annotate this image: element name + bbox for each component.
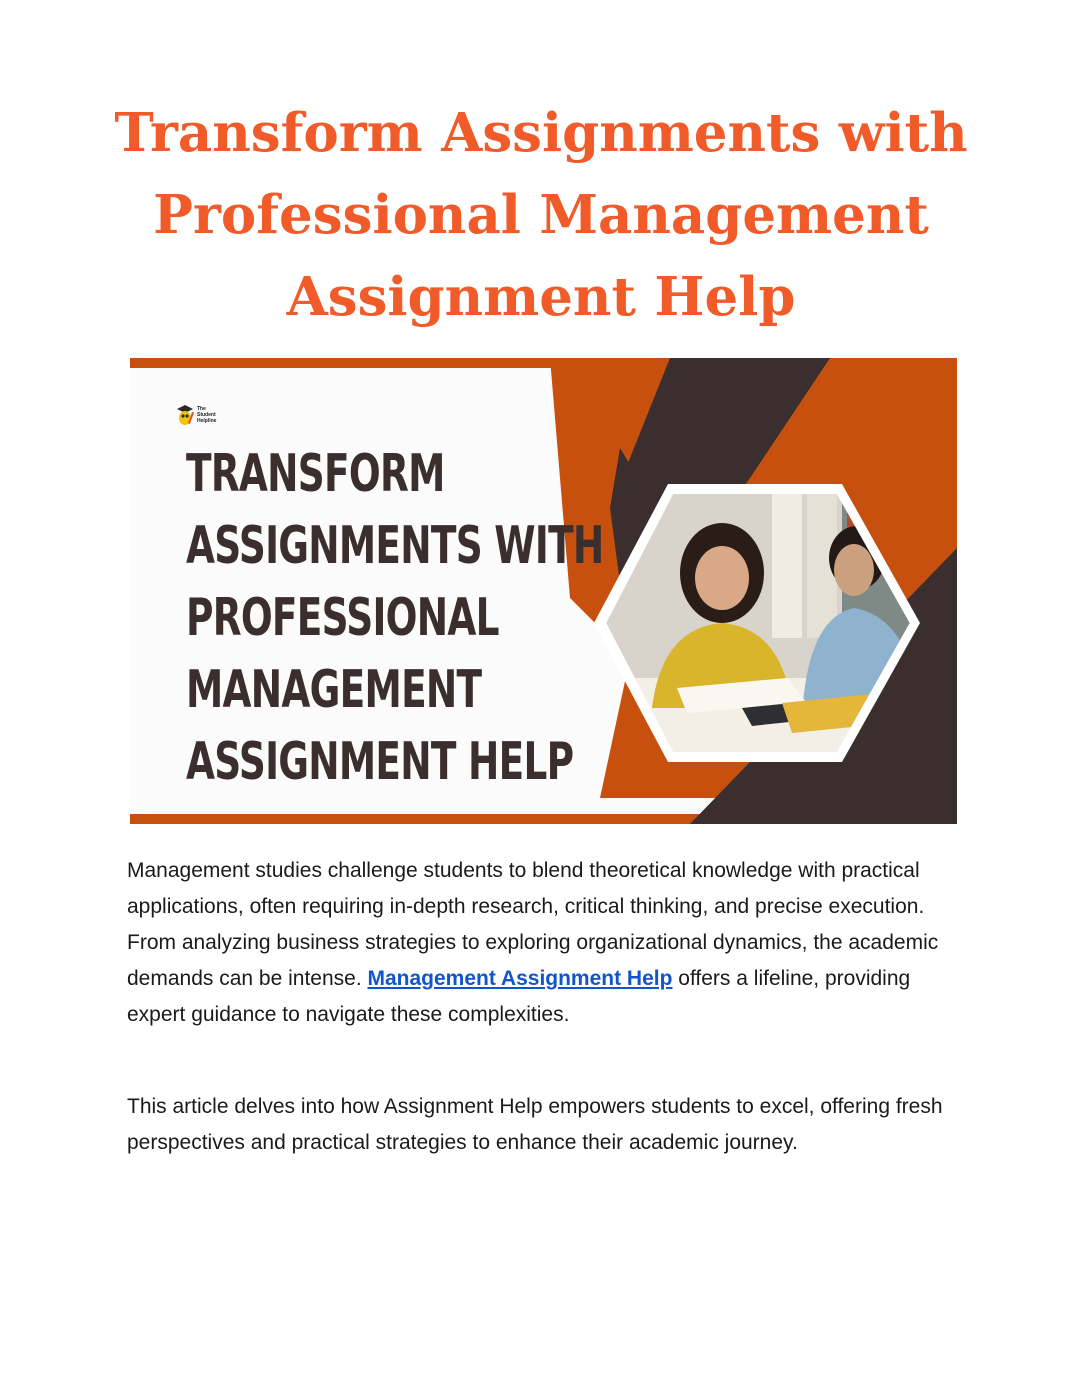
graduate-owl-icon	[176, 404, 194, 426]
logo-text-line3: Helpline	[197, 418, 217, 424]
banner-headline-line: ASSIGNMENTS WITH	[186, 516, 604, 576]
page-title: Transform Assignments with Professional Management Assignment Help	[114, 102, 968, 328]
banner-headline-line: ASSIGNMENT HELP	[186, 732, 574, 792]
logo-text-line1: The	[197, 406, 206, 412]
article-summary-paragraph: This article delves into how Assignment Help empowers students to excel, offering fresh perspectives and practical strategies to enhance their academic journey.	[127, 1095, 943, 1154]
management-assignment-help-link[interactable]: Management Assignment Help	[367, 967, 673, 990]
banner-headline-line: PROFESSIONAL	[186, 588, 499, 648]
brand-logo	[176, 404, 216, 426]
logo-text-line2: Student	[197, 412, 216, 418]
hero-banner	[130, 358, 957, 824]
intro-text-after-link: offers a lifeline, providing expert guidance to navigate these complexities.	[127, 967, 911, 1026]
banner-headline-line: MANAGEMENT	[186, 660, 482, 720]
banner-headline-line: TRANSFORM	[186, 444, 445, 504]
intro-paragraph	[127, 853, 947, 1033]
intro-text-before-link: Management studies challenge students to blend theoretical knowledge with practical applications, often requiring in-depth research, critical thinking, and precise execution. From analyzing business strategies to exploring organizational dynamics, the academic demands can be intense.	[127, 859, 939, 990]
two-students-studying-image	[592, 478, 922, 768]
